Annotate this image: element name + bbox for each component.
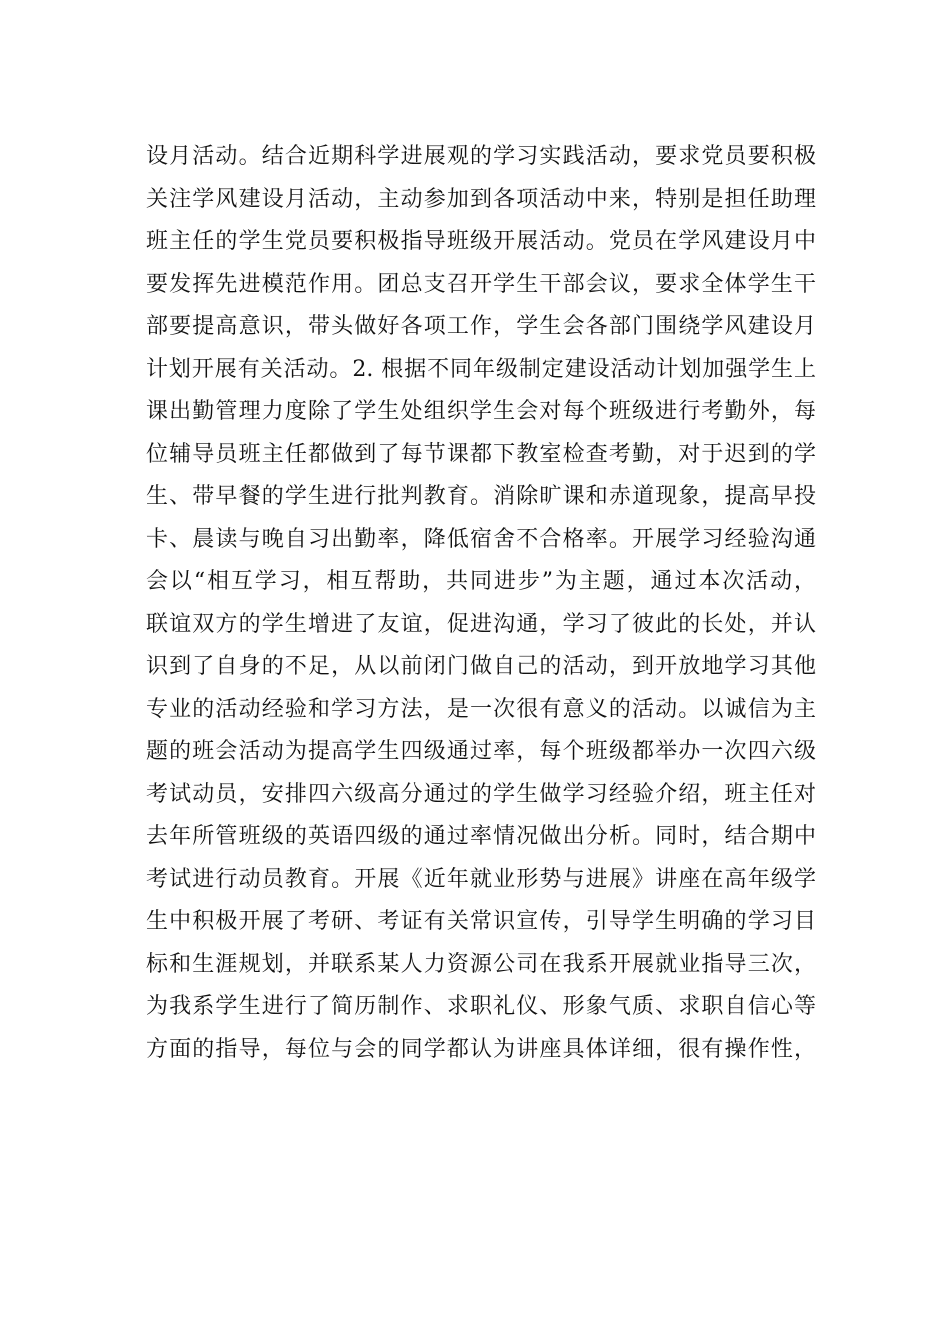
- text-line: 卡、晨读与晚自习出勤率，降低宿舍不合格率。开展学习经验沟通: [146, 526, 816, 552]
- text-line: 位辅导员班主任都做到了每节课都下教室检查考勤，对于迟到的学: [146, 441, 816, 467]
- text-line: 去年所管班级的英语四级的通过率情况做出分析。同时，结合期中: [146, 824, 816, 849]
- text-line: 标和生涯规划，并联系某人力资源公司在我系开展就业指导三次，: [146, 951, 816, 977]
- text-line: 方面的指导，每位与会的同学都认为讲座具体详细，很有操作性，: [146, 1036, 816, 1062]
- text-line: 计划开展有关活动。2. 根据不同年级制定建设活动计划加强学生上: [146, 356, 816, 382]
- text-line: 考试进行动员教育。开展《近年就业形势与进展》讲座在高年级学: [146, 866, 816, 892]
- text-line: 班主任的学生党员要积极指导班级开展活动。党员在学风建设月中: [146, 229, 816, 254]
- text-line: 考试动员，安排四六级高分通过的学生做学习经验介绍，班主任对: [146, 781, 816, 807]
- text-line: 课出勤管理力度除了学生处组织学生会对每个班级进行考勤外，每: [146, 399, 816, 424]
- text-line: 会以“相互学习，相互帮助，共同进步”为主题，通过本次活动，: [146, 569, 816, 594]
- text-line: 关注学风建设月活动，主动参加到各项活动中来，特别是担任助理: [146, 186, 816, 212]
- text-line: 生中积极开展了考研、考证有关常识宣传，引导学生明确的学习目: [146, 909, 816, 934]
- text-line: 专业的活动经验和学习方法，是一次很有意义的活动。以诚信为主: [146, 696, 816, 722]
- text-line: 要发挥先进模范作用。团总支召开学生干部会议，要求全体学生干: [146, 271, 816, 297]
- body-paragraph: [146, 136, 816, 1071]
- text-line: 识到了自身的不足，从以前闭门做自己的活动，到开放地学习其他: [146, 654, 816, 679]
- text-line: 生、带早餐的学生进行批判教育。消除旷课和赤道现象，提高早投: [146, 484, 816, 509]
- text-line: 题的班会活动为提高学生四级通过率，每个班级都举办一次四六级: [146, 739, 816, 764]
- text-line: 部要提高意识，带头做好各项工作，学生会各部门围绕学风建设月: [146, 314, 816, 339]
- text-line: 为我系学生进行了简历制作、求职礼仪、形象气质、求职自信心等: [146, 994, 816, 1019]
- text-line: 联谊双方的学生增进了友谊，促进沟通，学习了彼此的长处，并认: [146, 611, 816, 637]
- text-line: 设月活动。结合近期科学进展观的学习实践活动，要求党员要积极: [146, 144, 816, 169]
